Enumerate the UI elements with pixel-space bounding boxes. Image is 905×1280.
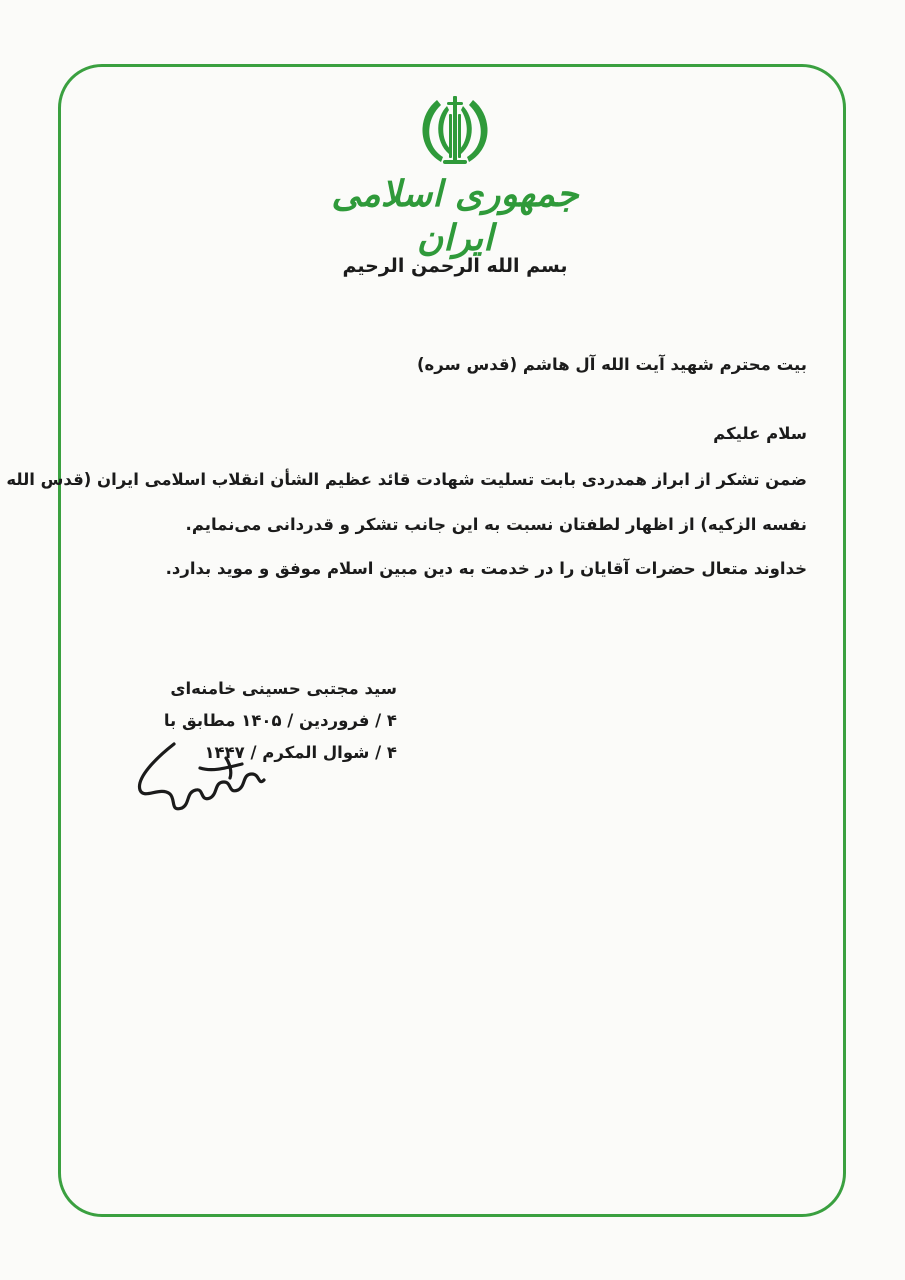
handwritten-signature xyxy=(130,738,270,820)
country-name-logotype: جمهوری اسلامی ایران xyxy=(331,173,579,259)
addressee-line: بیت محترم شهید آیت الله آل هاشم (قدس سره) xyxy=(416,355,807,374)
iran-emblem-icon xyxy=(413,92,497,168)
body-line-2: نفسه الزکیه) از اظهار لطفتان نسبت به این جانب تشکر و قدردانی می‌نمایم. xyxy=(185,515,807,534)
body-line-3: خداوند متعال حضرات آقایان را در خدمت به دین مبین اسلام موفق و موید بدارد. xyxy=(165,559,807,578)
signer-name: سید مجتبی حسینی خامنه‌ای xyxy=(170,679,397,698)
date-solar: ۴ / فروردین / ۱۴۰۵ مطابق با xyxy=(163,711,397,730)
bismillah-heading: بسم الله الرحمن الرحیم xyxy=(342,255,568,277)
greeting-line: سلام علیکم xyxy=(713,424,807,443)
date-lunar: ۴ / شوال المکرم / ۱۴۴۷ xyxy=(204,743,397,762)
body-line-1: ضمن تشکر از ابراز همدردی بابت تسلیت شهادت قائد عظیم الشأن انقلاب اسلامی ایران (قدس الله xyxy=(6,470,807,489)
